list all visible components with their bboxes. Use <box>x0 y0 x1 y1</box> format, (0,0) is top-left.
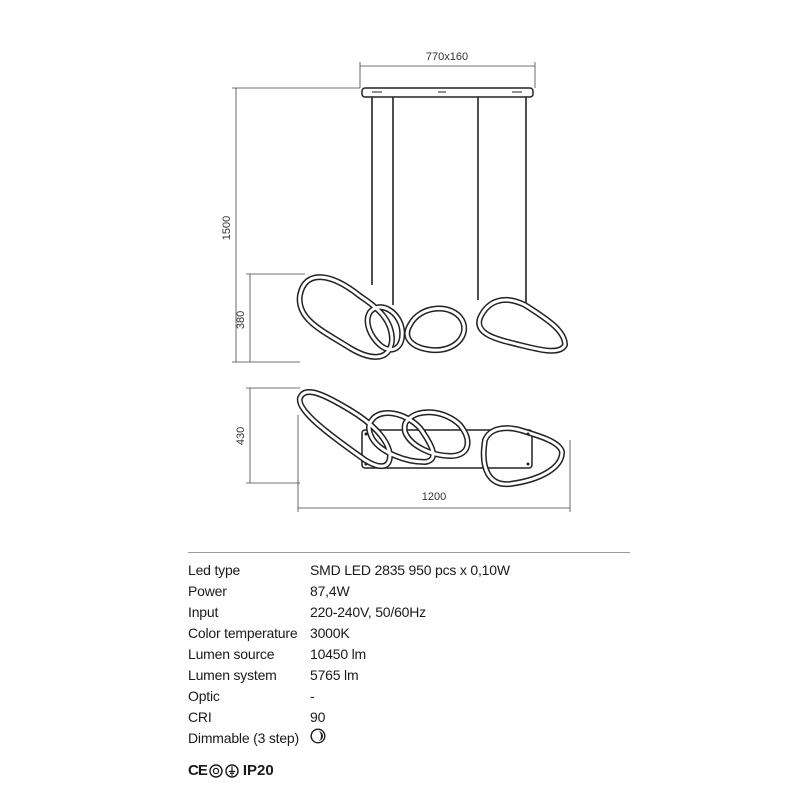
spec-label: Led type <box>188 561 241 578</box>
spec-label: Lumen source <box>188 645 275 662</box>
spec-value: 3000K <box>310 624 350 641</box>
suspension-cables <box>372 97 526 305</box>
spec-label: Power <box>188 582 227 599</box>
ceiling-canopy <box>362 88 533 97</box>
dim-width-label: 1200 <box>421 491 447 503</box>
spec-value: 87,4W <box>310 582 350 599</box>
class-ii-icon <box>209 764 223 778</box>
spec-label: CRI <box>188 708 212 725</box>
ce-mark-icon: CE <box>188 762 207 779</box>
certification-marks <box>188 762 274 779</box>
spec-label: Color temperature <box>188 624 298 641</box>
dim-height-total-label: 1500 <box>221 215 233 241</box>
spec-value: SMD LED 2835 950 pcs x 0,10W <box>310 561 510 578</box>
spec-row <box>188 559 630 580</box>
spec-row <box>188 727 630 748</box>
spec-label: Optic <box>188 687 220 704</box>
spec-label: Lumen system <box>188 666 277 683</box>
spec-value: 5765 lm <box>310 666 359 683</box>
dim-depth-label: 430 <box>235 426 247 446</box>
ip-rating: IP20 <box>242 762 274 779</box>
spec-table <box>188 552 630 748</box>
dimmable-icon <box>310 728 326 747</box>
spec-row <box>188 664 630 685</box>
spec-value: 10450 lm <box>310 645 366 662</box>
spec-row <box>188 706 630 727</box>
spec-row <box>188 580 630 601</box>
spec-value: 90 <box>310 708 326 725</box>
ground-icon <box>225 764 239 778</box>
spec-row <box>188 685 630 706</box>
luminaire-side-view <box>300 277 565 357</box>
luminaire-top-view <box>300 392 562 484</box>
spec-label: Input <box>188 603 219 620</box>
dim-mount-label: 770x160 <box>425 51 469 63</box>
spec-row <box>188 643 630 664</box>
spec-label: Dimmable (3 step) <box>188 729 299 746</box>
spec-row <box>188 622 630 643</box>
spec-row <box>188 601 630 622</box>
spec-value: 220-240V, 50/60Hz <box>310 603 426 620</box>
dim-height-body-label: 380 <box>235 310 247 330</box>
spec-value: - <box>310 687 315 704</box>
